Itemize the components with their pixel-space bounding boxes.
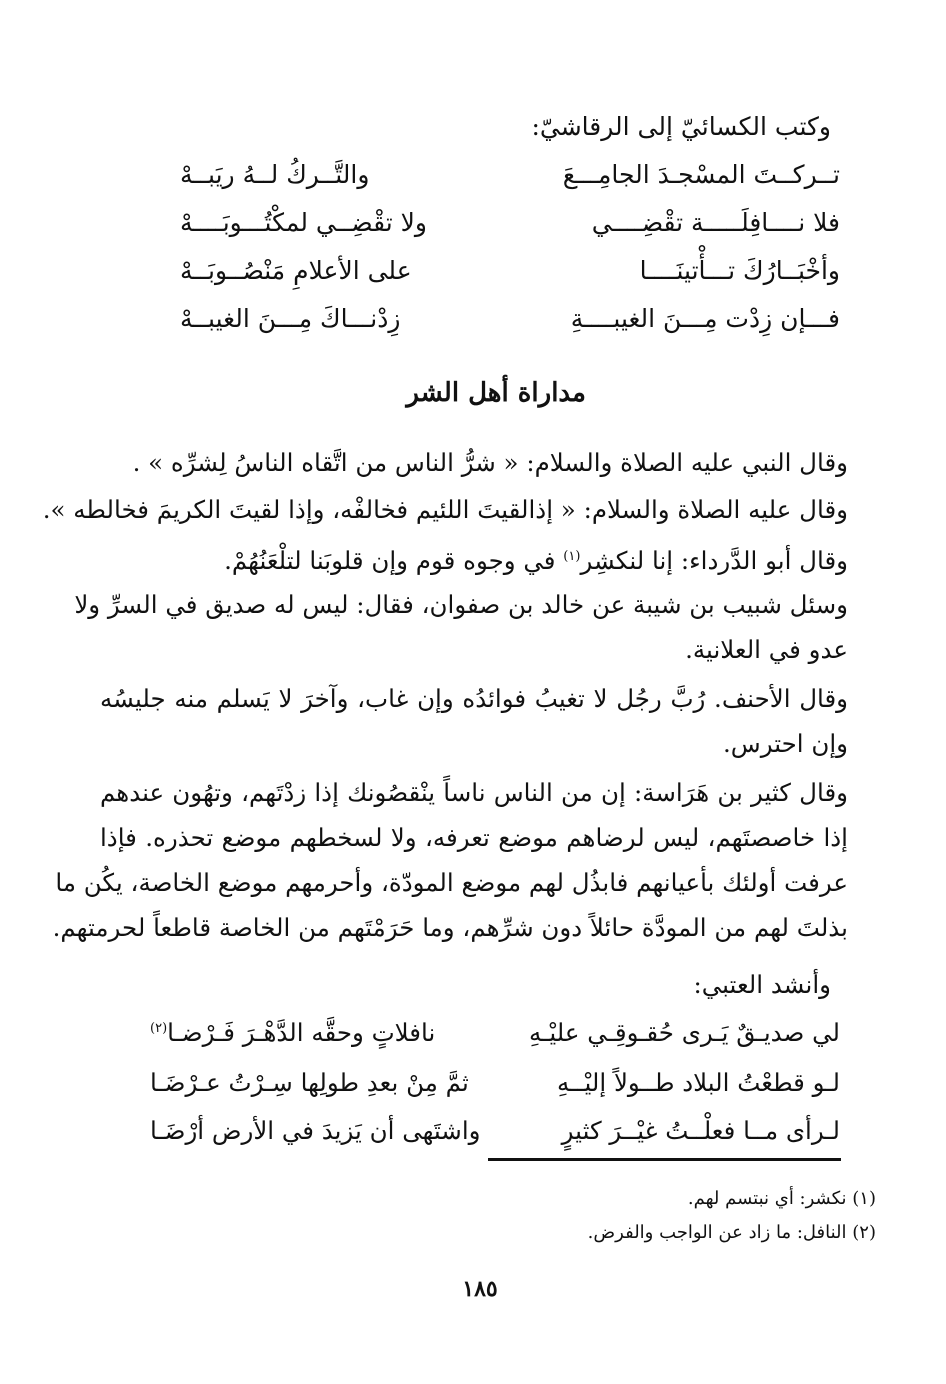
poem-hemistich-right: لـرأى مــا فعلْــتُ غيْــرَ كثيرٍ [561, 1116, 840, 1145]
section-title: مداراة أهل الشر [406, 378, 586, 408]
paragraph-line [100, 534, 848, 579]
verse-hemistich-right: تــركــتَ المسْجـدَ الجامِـــعَ [562, 160, 840, 189]
paragraph-line: وقال كثير بن هَرَاسة: إن من الناس ناساً ينْقصُونك إذا زدْتَهم، وتهُون عندهم [100, 778, 848, 807]
poem-hemistich-left [150, 1018, 435, 1068]
paragraph-line: بذلتَ لهم من المودَّة حائلاً دون شرِّهم، وما حَرَمْتَهم من الخاصة قاطعاً لحرمتهم. [52, 913, 848, 942]
verse-hemistich-left: زِدْنـــاكَ مِـــنَ الغيبــهْ [180, 304, 401, 333]
poem-hemistich-right: لـو قطعْتُ البلاد طــولاً إليْــهِ [557, 1068, 840, 1097]
paragraph-shabib [74, 582, 848, 672]
verse-row [180, 304, 840, 350]
page-number: ١٨٥ [462, 1276, 498, 1302]
paragraph-kathir [52, 770, 848, 950]
verse-hemistich-right: فـــإن زِدْت مِـــنَ الغيبــــةِ [570, 304, 840, 333]
poem-hemistich-left: واشتَهى أن يَزيدَ في الأرض أرْضَـا [150, 1116, 481, 1145]
paragraph-line: وقال عليه الصلاة والسلام: « إذالقيتَ اللئيم فخالفْه، وإذا لقيتَ الكريمَ فخالطه ». [42, 495, 848, 524]
paragraph-line: وإن احترس. [723, 729, 848, 758]
paragraph-hadith-1 [100, 440, 848, 485]
verse-row [180, 160, 840, 206]
verse-hemistich-right: فلا نــــافِلَـــــة تقْضِــــي [591, 208, 840, 237]
paragraph-hadith-2 [42, 487, 848, 532]
paragraph-line: عرفت أولئك بأعيانهم فابذُل لهم موضع المودّة، وأحرمهم موضع الخاصة، يكُن ما [55, 868, 848, 897]
poem-row [150, 1068, 840, 1118]
footnote-2: (٢) النافل: ما زاد عن الواجب والفرض. [587, 1222, 876, 1243]
paragraph-ahnaf [100, 676, 848, 766]
footnote-1: (١) نكشر: أي نبتسم لهم. [687, 1188, 876, 1209]
poem-hemistich-right: لي صديـقٌ يَـرى حُقـوقِـي عليْـهِ [529, 1018, 840, 1047]
paragraph-line: وسئل شبيب بن شيبة عن خالد بن صفوان، فقال: ليس له صديق في السرِّ ولا [74, 590, 848, 619]
footnote-ref: (١) [563, 549, 581, 564]
verse-hemistich-left: على الأعلامِ مَنْصُــوبَــهْ [180, 256, 412, 285]
poem-hemistich-text: نافلاتٍ وحقَّه الدَّهْـرَ فَـرْضـا [167, 1018, 436, 1047]
poem-intro: وأنشد العتبي: [693, 970, 831, 999]
footnote-divider [488, 1158, 841, 1161]
footnote-ref: (٢) [150, 1020, 168, 1036]
verse-hemistich-right: وأخْبَــارُكَ تـــأْتينَــــا [639, 256, 840, 285]
paragraph-line: وقال الأحنف. رُبَّ رجُل لا تغيبُ فوائدُه وإن غاب، وآخرَ لا يَسلم منه جليسُه [100, 684, 848, 713]
paragraph-text: في وجوه قوم وإن قلوبَنا لتلْعَنُهُمْ. [224, 546, 564, 576]
poem-row [150, 1018, 840, 1068]
paragraph-line: وقال النبي عليه الصلاة والسلام: « شرُّ الناس من اتَّقاه الناسُ لِشرِّه » . [132, 448, 848, 477]
intro-line: وكتب الكسائيّ إلى الرقاشيّ: [531, 112, 831, 141]
verse-hemistich-left: والتَّــركُ لــهُ ريَبــهْ [180, 160, 370, 189]
paragraph-text: وقال أبو الدَّرداء: إنا لنكشِر [580, 546, 848, 576]
verse-hemistich-left: ولا تقْضِــي لمكْتُـــوبَــــهْ [180, 208, 427, 237]
verse-row [180, 256, 840, 302]
paragraph-line: عدو في العلانية. [685, 635, 848, 664]
poem-hemistich-left: ثمَّ مِنْ بعدِ طولِها سِـرْتُ عـرْضَـا [150, 1068, 469, 1097]
paragraph-line: إذا خاصصتَهم، ليس لرضاهم موضع تعرفه، ولا لسخطهم موضع تحذره. فإذا [100, 823, 848, 852]
verse-row [180, 208, 840, 254]
paragraph-abu-darda [100, 534, 848, 579]
